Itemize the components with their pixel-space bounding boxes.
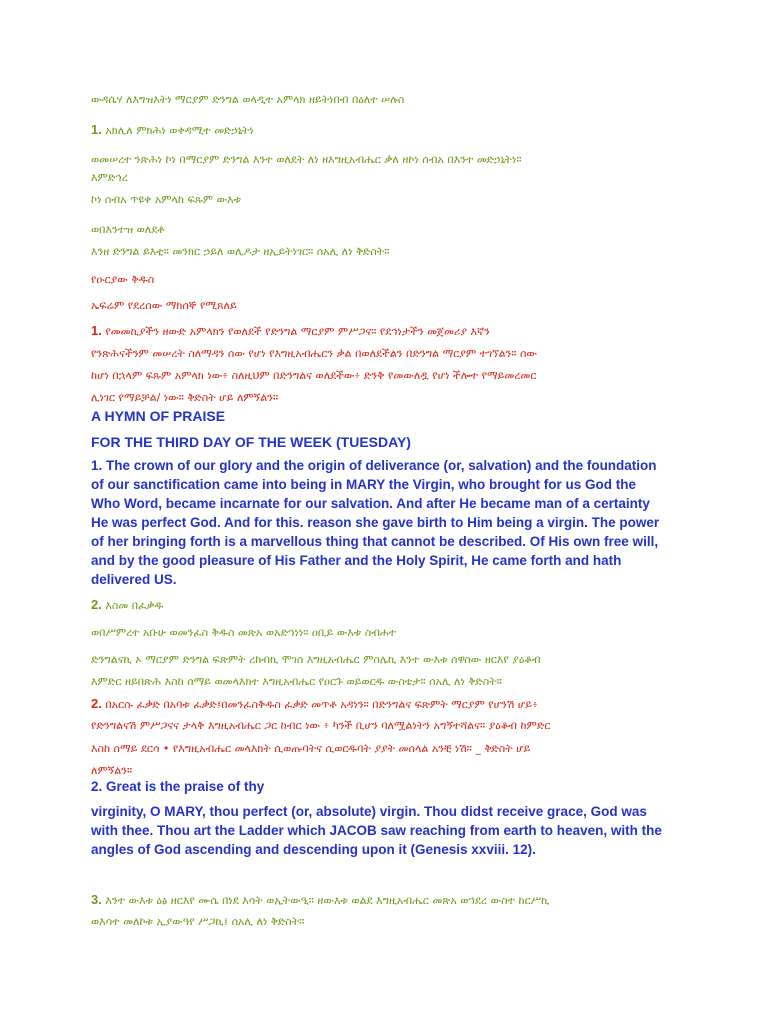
- amharic-verse-1-line-4: ሊነገር የማይቻል/ ነው። ቅድስት ሆይ ለምኝልን።: [91, 391, 279, 404]
- ge-ez-verse-1-line-1: ወመሠረተ ንጽሕነ ኮነ በማርያም ድንግል እንተ ወለደት ለነ ዘእግዚአብሔር ቃለ ዘኮነ ሰብአ በእንተ መድኃኒትነ።: [91, 153, 522, 166]
- amharic-heading-2: ኤፍሬም የደረሰው ማክሰኞ የሚጸለይ: [91, 299, 237, 312]
- ge-ez-verse-1-line-3: ኮነ ሰብአ ጥዩቀ አምላከ ፍጹም ውእቱ: [91, 193, 242, 206]
- ge-ez-verse-2-line-3: እምድር ዘይበጽሕ እስከ ሰማይ ወመላእክተ እግዚአብሔር የዐርጉ ወይወርዱ ውስቴታ። ሰአሊ ለነ ቅድስት።: [91, 675, 502, 688]
- ge-ez-title-line: ውዳሴሃ ለእግዝእትነ ማርያም ድንግል ወላዲተ አምላክ ዘይትነበብ በዕለተ ሠሉስ: [91, 93, 405, 106]
- amharic-verse-1-line-3: ከሆነ በኋላም ፍጹም አምላክ ነው፥ ስለዚህም በድንግልና ወለደችው፥ ድንቅ የመውለዷ የሆነ ችሎተ የማይመረመር: [91, 369, 537, 382]
- english-heading-1: A HYMN OF PRAISE: [91, 408, 226, 424]
- english-verse-1-line-4: He was perfect God. And for this. reason she gave birth to Him being a virgin. The power: [91, 515, 660, 530]
- english-verse-1-line-1: 1. The crown of our glory and the origin of deliverance (or, salvation) and the foundation: [91, 458, 657, 473]
- amharic-verse-1-line-2: የንጽሕናችንም መሠረት ስለማዳን ሰው የሆነ የእግዚአብሔርን ቃል በወለደችልን በድንግል ማርያም ተገኘልን። ሰው: [91, 347, 537, 360]
- english-verse-1-line-6: and by the good pleasure of His Father and the Holy Spirit, He came forth and hath: [91, 553, 622, 568]
- ge-ez-verse-1-line-2: እምድኅረ: [91, 171, 128, 184]
- amharic-verse-2-line-2: የድንግልናሽ ምሥጋናና ታላቅ እግዚአብሔር ጋር ከብር ነው ፥ ካንች ቢሆን ባለሟልነትን አግኝተሻልና። ያዕቆብ ከምድር: [91, 719, 551, 732]
- ge-ez-verse-1-line-4: ወበእንተዝ ወለደቶ: [91, 223, 165, 236]
- ge-ez-verse-1-line-5: እንዘ ድንግል ይእቲ። መንክር ኃይለ ወሊዶታ ዘኢይትነገር። ሰአሊ ለነ ቅድስት።: [91, 245, 390, 258]
- ge-ez-verse-2-line-2: ድንግልናኪ ኦ ማርያም ድንግል ፍጽምት ረከብኪ ሞገሰ እግዚአብሔር ምስሌኪ እንተ ውእቱ ሰዋስው ዘርእየ ያዕቆብ: [91, 653, 541, 666]
- english-verse-1-line-7: delivered US.: [91, 572, 177, 587]
- ge-ez-verse-2-heading: 2. እስመ በፈቃዱ: [91, 597, 164, 612]
- english-verse-2-line-2: virginity, O MARY, thou perfect (or, absolute) virgin. Thou didst receive grace, God was: [91, 804, 647, 819]
- ge-ez-verse-2-line-1: ወበሥምረተ አቡሁ ወመንፈስ ቅዱስ መጽአ ወአድኀነነ። ዐቢይ ውእቱ ስብሐተ: [91, 626, 397, 639]
- english-verse-2-line-1: 2. Great is the praise of thy: [91, 779, 265, 794]
- amharic-verse-2-line-3: እስከ ሰማይ ደርሳ • የእግዚአብሔር መላእክት ሲወጡባትና ሲወርዱባት ያያት መሰላል አንቺ ነሽ። _ ቅድስት ሆይ: [91, 742, 531, 755]
- ge-ez-verse-3-line-2: ወእሳተ መለኮቱ ኢያውዓየ ሥጋኪ፤ ሰአሊ ለነ ቅድስት።: [91, 915, 305, 928]
- english-verse-1-line-3: Who Word, became incarnate for our salvation. And after He became man of a certainty: [91, 496, 650, 511]
- english-verse-1-line-2: of our sanctification came into being in MARY the Virgin, who brought for us God the: [91, 477, 637, 492]
- english-verse-1-line-5: of her bringing forth is a marvellous thing that cannot be described. Of His own free will,: [91, 534, 659, 549]
- amharic-heading-1: የዑርያው ቅዱስ: [91, 273, 155, 286]
- amharic-verse-2-line-4: ለምኝልን።: [91, 764, 133, 777]
- english-heading-2: FOR THE THIRD DAY OF THE WEEK (TUESDAY): [91, 434, 411, 450]
- amharic-verse-2-line-1: 2. በአርሱ ፈቃድ በአባቱ ፈቃድ፤በመንፈስቅዱስ ፈቃድ መጥቶ አዳነን። በድንግልና ፍጽምት ማርያም የሆንሽ ሆይ፥: [91, 696, 538, 711]
- ge-ez-verse-3-line-1: 3. እንተ ውእቱ ዕፅ ዘርእየ ሙሴ በነደ እሳት ወኢትውዒ። ዘውእቱ ወልደ እግዚአብሔር መጽአ ወኀደረ ውስተ ከርሥኪ: [91, 892, 550, 907]
- english-verse-2-line-3: with thee. Thou art the Ladder which JACOB saw reaching from earth to heaven, with the: [91, 823, 662, 838]
- ge-ez-verse-1-heading: 1. አክሊለ ምክሕነ ወቀዳሚተ መድኃኒትነ: [91, 122, 254, 137]
- english-verse-2-line-4: angles of God ascending and descending upon it (Genesis xxviii. 12).: [91, 842, 536, 857]
- amharic-verse-1-line-1: 1. የመመኪያችን ዘውድ አምላክን የወለደች የድንግል ማርያም ምሥጋና። የደኅነታችን መጀመሪያ እኛን: [91, 323, 490, 338]
